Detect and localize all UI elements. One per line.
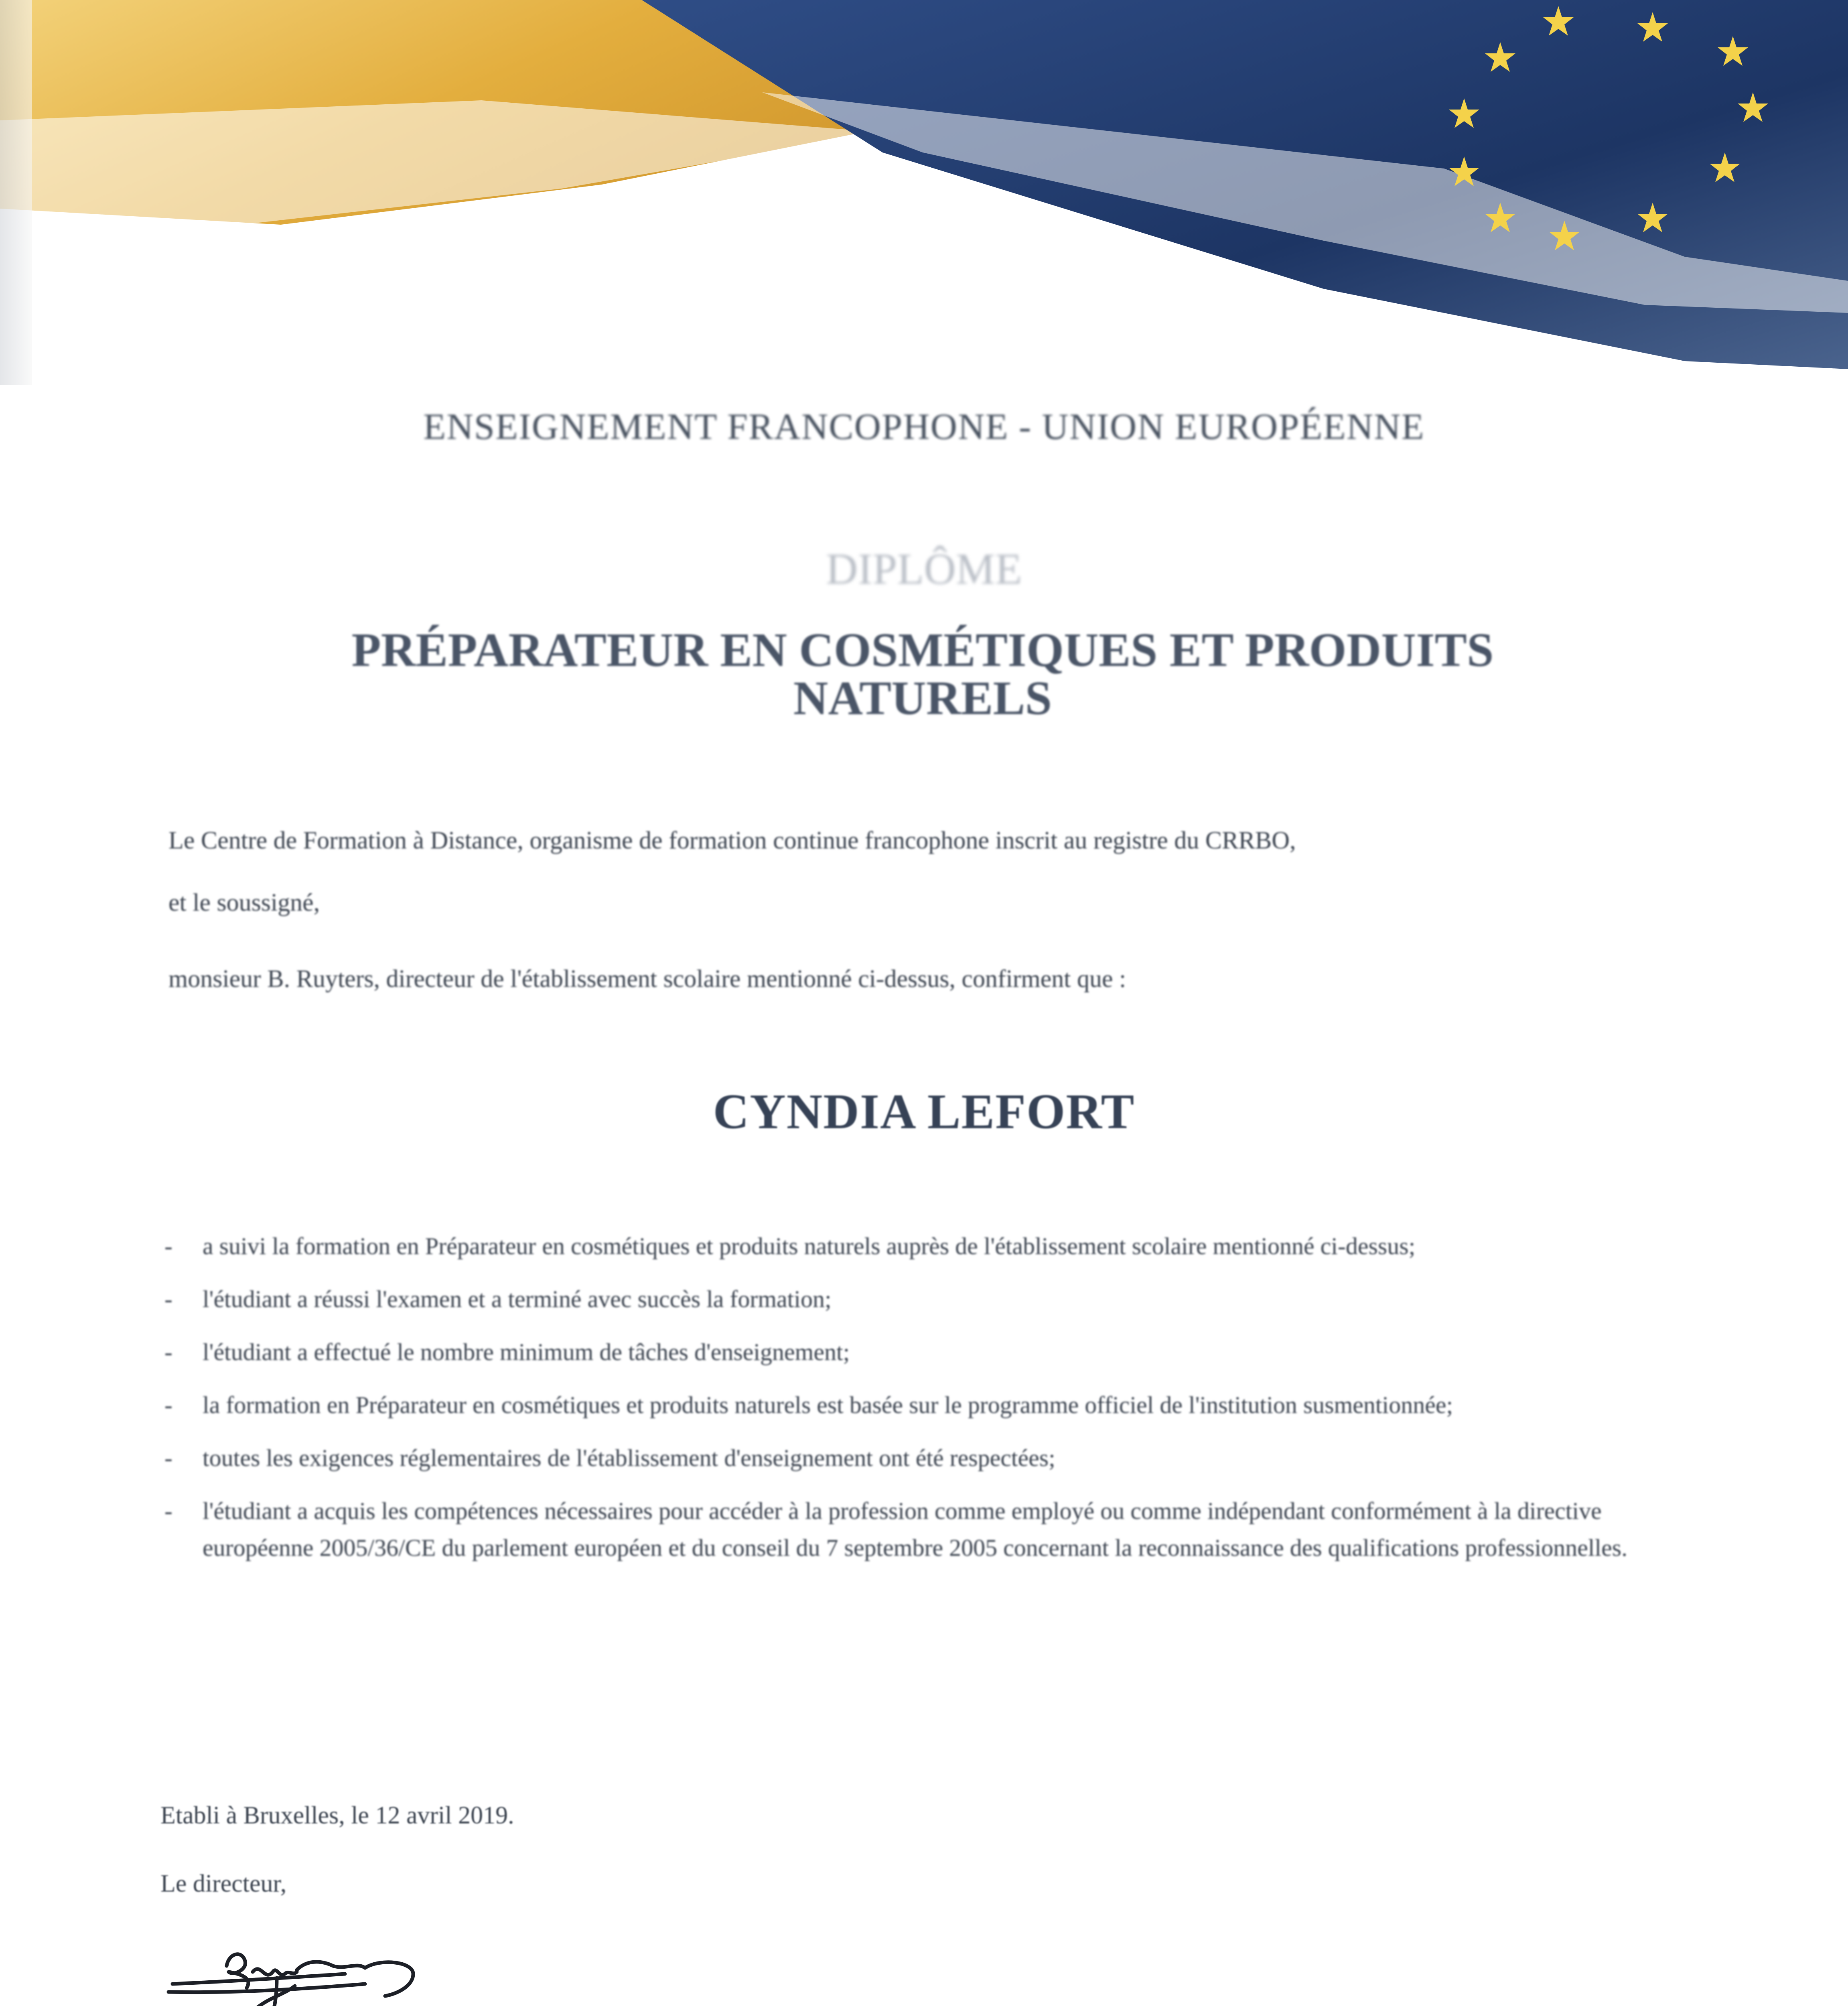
bullet-dash: - bbox=[164, 1498, 172, 1524]
diploma-title: PRÉPARATEUR EN COSMÉTIQUES ET PRODUITS NATURELS bbox=[351, 623, 1494, 725]
place-date: Etabli à Bruxelles, le 12 avril 2019. bbox=[160, 1802, 514, 1829]
bullet-dash: - bbox=[164, 1392, 172, 1418]
bullet-dash: - bbox=[164, 1339, 172, 1365]
scan-edge bbox=[0, 0, 32, 385]
intro-line-2: et le soussigné, bbox=[168, 889, 320, 916]
criteria-item bbox=[164, 1387, 1697, 1423]
criteria-item bbox=[164, 1334, 1697, 1370]
signature bbox=[156, 1918, 461, 2006]
intro-line-3: monsieur B. Ruyters, directeur de l'établissement scolaire mentionné ci-dessus, confirment que : bbox=[168, 965, 1126, 993]
signatory-role: Le directeur, bbox=[160, 1870, 287, 1897]
doc-type: DIPLÔME bbox=[826, 544, 1022, 593]
criteria-item bbox=[164, 1281, 1697, 1318]
criteria-text: l'étudiant a acquis les compétences nécessaires pour accéder à la profession comme employé ou comme indépendant conformément à la directive européenne 2005/36/CE du parlement européen et du conseil du 7 septembre 2005 concernant la reconnaissance des qualifications professionnelles. bbox=[203, 1498, 1628, 1561]
criteria-text: la formation en Préparateur en cosmétiques et produits naturels est basée sur le programme officiel de l'institution susmentionnée; bbox=[203, 1392, 1453, 1418]
org-line: ENSEIGNEMENT FRANCOPHONE - UNION EUROPÉENNE bbox=[423, 406, 1425, 447]
intro-line-1: Le Centre de Formation à Distance, organisme de formation continue francophone inscrit au registre du CRRBO, bbox=[168, 827, 1296, 854]
criteria-text: a suivi la formation en Préparateur en cosmétiques et produits naturels auprès de l'établissement scolaire mentionné ci-dessus; bbox=[203, 1233, 1416, 1259]
bullet-dash: - bbox=[164, 1445, 172, 1471]
bullet-dash: - bbox=[164, 1286, 172, 1312]
header-banner bbox=[0, 0, 1848, 385]
criteria-text: toutes les exigences réglementaires de l'établissement d'enseignement ont été respectées; bbox=[203, 1445, 1055, 1471]
criteria-text: l'étudiant a réussi l'examen et a terminé avec succès la formation; bbox=[203, 1286, 832, 1312]
recipient-name: CYNDIA LEFORT bbox=[713, 1084, 1135, 1139]
criteria-item bbox=[164, 1440, 1697, 1476]
criteria-list bbox=[164, 1228, 1697, 1582]
criteria-item bbox=[164, 1228, 1697, 1265]
criteria-text: l'étudiant a effectué le nombre minimum de tâches d'enseignement; bbox=[203, 1339, 850, 1365]
criteria-item bbox=[164, 1492, 1697, 1566]
bullet-dash: - bbox=[164, 1233, 172, 1259]
